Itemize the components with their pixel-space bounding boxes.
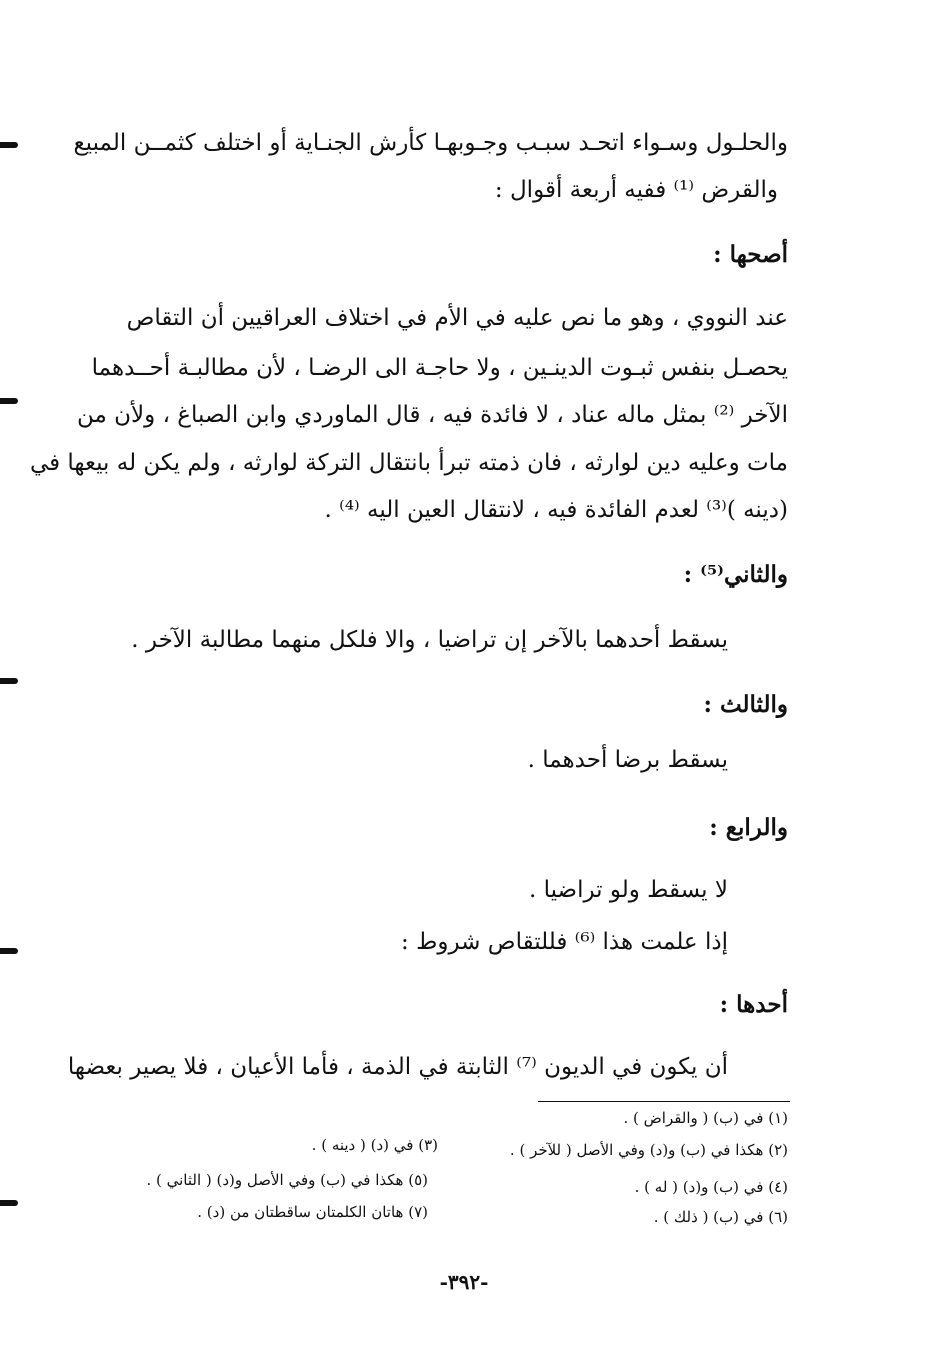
scan-edge-mark bbox=[0, 948, 18, 954]
body-line: الآخر ⁽²⁾ بمثل ماله عناد ، لا فائدة فيه ، قال الماوردي وابن الصباغ ، ولأن من bbox=[77, 402, 788, 428]
footnote: (٥) هكذا في (ب) وفي الأصل و(د) ( الثاني ) . bbox=[146, 1171, 428, 1189]
scan-edge-mark bbox=[0, 142, 18, 148]
section-heading: والثالث : bbox=[703, 691, 788, 718]
footnote: (٧) هاتان الكلمتان ساقطتان من (د) . bbox=[197, 1203, 428, 1221]
scan-edge-mark bbox=[0, 1200, 18, 1206]
page-number: -٣٩٢- bbox=[439, 1270, 489, 1294]
body-line: إذا علمت هذا ⁽⁶⁾ فللتقاص شروط : bbox=[401, 929, 728, 955]
body-line: عند النووي ، وهو ما نص عليه في الأم في اختلاف العراقيين أن التقاص bbox=[126, 305, 788, 331]
body-line: مات وعليه دين لوارثه ، فان ذمته تبرأ بانتقال التركة لوارثه ، ولم يكن له بيعها في bbox=[29, 450, 788, 476]
footnote: (٦) في (ب) ( ذلك ) . bbox=[653, 1208, 788, 1226]
scan-edge-mark bbox=[0, 678, 18, 684]
body-line: لا يسقط ولو تراضيا . bbox=[528, 877, 728, 903]
section-heading: والرابع : bbox=[709, 814, 788, 841]
footnote: (٣) في (د) ( دينه ) . bbox=[311, 1136, 438, 1154]
footnote: (١) في (ب) ( والقراض ) . bbox=[623, 1109, 788, 1127]
section-heading: والثاني⁽⁵⁾ : bbox=[683, 561, 788, 588]
body-line: يحصـل بنفس ثبـوت الدينـين ، ولا حاجـة الى الرضـا ، لأن مطالبـة أحــدهما bbox=[91, 355, 788, 381]
footnote: (٤) في (ب) و(د) ( له ) . bbox=[634, 1178, 788, 1196]
footnote-separator bbox=[538, 1101, 790, 1102]
body-line: يسقط أحدهما بالآخر إن تراضيا ، والا فلكل منهما مطالبة الآخر . bbox=[131, 627, 728, 653]
body-line: (دينه )⁽³⁾ لعدم الفائدة فيه ، لانتقال العين اليه ⁽⁴⁾ . bbox=[324, 497, 788, 523]
scan-edge-mark bbox=[0, 398, 18, 404]
section-heading: أحدها : bbox=[719, 991, 788, 1018]
body-line: أن يكون في الديون ⁽⁷⁾ الثابتة في الذمة ، فأما الأعيان ، فلا يصير بعضها bbox=[67, 1054, 728, 1080]
footnote: (٢) هكذا في (ب) و(د) وفي الأصل ( للآخر ) . bbox=[509, 1141, 788, 1159]
body-line: يسقط برضا أحدهما . bbox=[527, 747, 728, 773]
body-line: والقرض ⁽¹⁾ ففيه أربعة أقوال : bbox=[494, 177, 778, 203]
section-heading: أصحها : bbox=[713, 241, 788, 268]
body-line: والحلـول وسـواء اتحـد سبـب وجـوبهـا كأرش الجنـاية أو اختلف كثمــن المبيع bbox=[73, 130, 788, 156]
